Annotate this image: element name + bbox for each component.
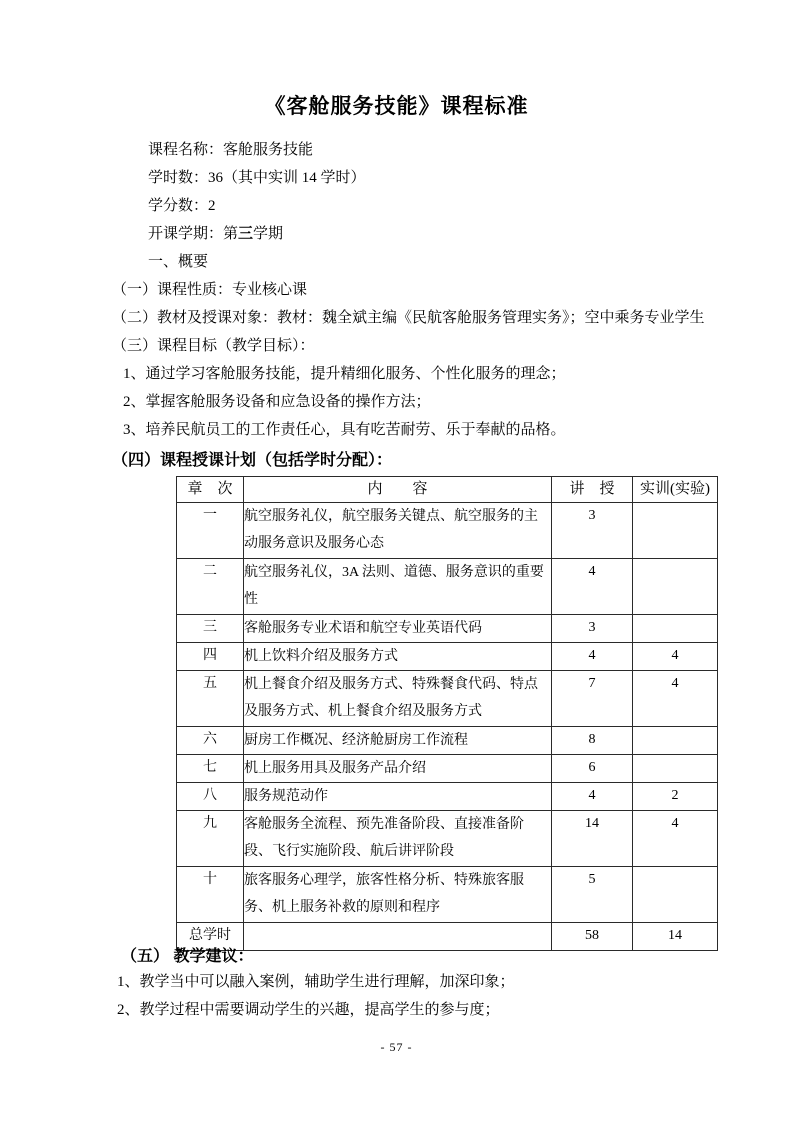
chapter-cell: 一 <box>177 503 244 559</box>
table-row <box>177 867 718 923</box>
chapter-cell: 二 <box>177 559 244 615</box>
chapter-cell: 八 <box>177 783 244 811</box>
lecture-cell: 4 <box>552 783 633 811</box>
total-lecture-cell: 58 <box>552 923 633 951</box>
overview-heading: 一、概要 <box>148 254 209 270</box>
lecture-cell: 5 <box>552 867 633 923</box>
header-content: 内 容 <box>244 477 552 503</box>
table-row <box>177 783 718 811</box>
practice-cell: 2 <box>633 783 718 811</box>
table-row <box>177 671 718 727</box>
semester-number: 三 <box>238 225 254 242</box>
semester-suffix: 学期 <box>253 226 284 242</box>
practice-cell <box>633 867 718 923</box>
practice-cell: 4 <box>633 643 718 671</box>
course-plan-table <box>176 476 718 951</box>
suggestion-item: 1、教学当中可以融入案例，辅助学生进行理解，加深印象； <box>117 974 515 990</box>
hours-line: 学时数：36（其中实训 14 学时） <box>148 170 366 186</box>
table-row <box>177 727 718 755</box>
content-cell: 航空服务礼仪，航空服务关键点、航空服务的主动服务意识及服务心态 <box>244 503 552 559</box>
total-label-cell: 总学时 <box>177 923 244 951</box>
total-content-cell <box>244 923 552 951</box>
section-course-nature: （一）课程性质：专业核心课 <box>112 282 308 298</box>
lecture-cell: 3 <box>552 503 633 559</box>
table-row <box>177 559 718 615</box>
practice-cell <box>633 755 718 783</box>
practice-cell <box>633 559 718 615</box>
table-row <box>177 811 718 867</box>
table-row <box>177 643 718 671</box>
header-practice: 实训(实验) <box>633 477 718 503</box>
lecture-cell: 4 <box>552 643 633 671</box>
document-title: 《客舱服务技能》课程标准 <box>264 94 529 118</box>
section-plan-heading: （四）课程授课计划（包括学时分配）： <box>112 452 393 469</box>
chapter-cell: 四 <box>177 643 244 671</box>
content-cell: 航空服务礼仪，3A 法则、道德、服务意识的重要性 <box>244 559 552 615</box>
course-name-line: 课程名称：客舱服务技能 <box>148 142 314 158</box>
practice-cell <box>633 615 718 643</box>
header-lecture: 讲 授 <box>552 477 633 503</box>
lecture-cell: 7 <box>552 671 633 727</box>
section-suggestions-heading: （五） 教学建议： <box>121 948 254 965</box>
chapter-cell: 六 <box>177 727 244 755</box>
content-cell: 客舱服务专业术语和航空专业英语代码 <box>244 615 552 643</box>
objective-item: 2、掌握客舱服务设备和应急设备的操作方法； <box>123 394 431 410</box>
lecture-cell: 6 <box>552 755 633 783</box>
content-cell: 机上服务用具及服务产品介绍 <box>244 755 552 783</box>
practice-cell <box>633 503 718 559</box>
content-cell: 机上饮料介绍及服务方式 <box>244 643 552 671</box>
chapter-cell: 九 <box>177 811 244 867</box>
section-textbook: （二）教材及授课对象：教材：魏全斌主编《民航客舱服务管理实务》；空中乘务专业学生 <box>112 310 705 326</box>
chapter-cell: 五 <box>177 671 244 727</box>
lecture-cell: 4 <box>552 559 633 615</box>
chapter-cell: 十 <box>177 867 244 923</box>
content-cell: 厨房工作概况、经济舱厨房工作流程 <box>244 727 552 755</box>
page-number: - 57 - <box>380 1040 413 1054</box>
content-cell: 机上餐食介绍及服务方式、特殊餐食代码、特点及服务方式、机上餐食介绍及服务方式 <box>244 671 552 727</box>
objective-item: 3、培养民航员工的工作责任心，具有吃苦耐劳、乐于奉献的品格。 <box>123 422 566 438</box>
suggestion-item: 2、教学过程中需要调动学生的兴趣，提高学生的参与度； <box>117 1002 500 1018</box>
semester-prefix: 开课学期：第 <box>148 226 239 242</box>
practice-cell: 4 <box>633 811 718 867</box>
content-cell: 客舱服务全流程、预先准备阶段、直接准备阶段、飞行实施阶段、航后讲评阶段 <box>244 811 552 867</box>
practice-cell <box>633 727 718 755</box>
chapter-cell: 三 <box>177 615 244 643</box>
credits-line: 学分数：2 <box>148 198 216 214</box>
lecture-cell: 8 <box>552 727 633 755</box>
practice-cell: 4 <box>633 671 718 727</box>
total-practice-cell: 14 <box>633 923 718 951</box>
table-row <box>177 755 718 783</box>
content-cell: 旅客服务心理学，旅客性格分析、特殊旅客服务、机上服务补救的原则和程序 <box>244 867 552 923</box>
table-row <box>177 503 718 559</box>
lecture-cell: 14 <box>552 811 633 867</box>
lecture-cell: 3 <box>552 615 633 643</box>
table-row <box>177 615 718 643</box>
chapter-cell: 七 <box>177 755 244 783</box>
table-total-row <box>177 923 718 951</box>
table-header-row <box>177 477 718 503</box>
semester-line <box>148 224 283 244</box>
section-objectives-heading: （三）课程目标（教学目标）： <box>112 338 315 354</box>
content-cell: 服务规范动作 <box>244 783 552 811</box>
objective-item: 1、通过学习客舱服务技能，提升精细化服务、个性化服务的理念； <box>123 366 566 382</box>
header-chapter: 章 次 <box>177 477 244 503</box>
